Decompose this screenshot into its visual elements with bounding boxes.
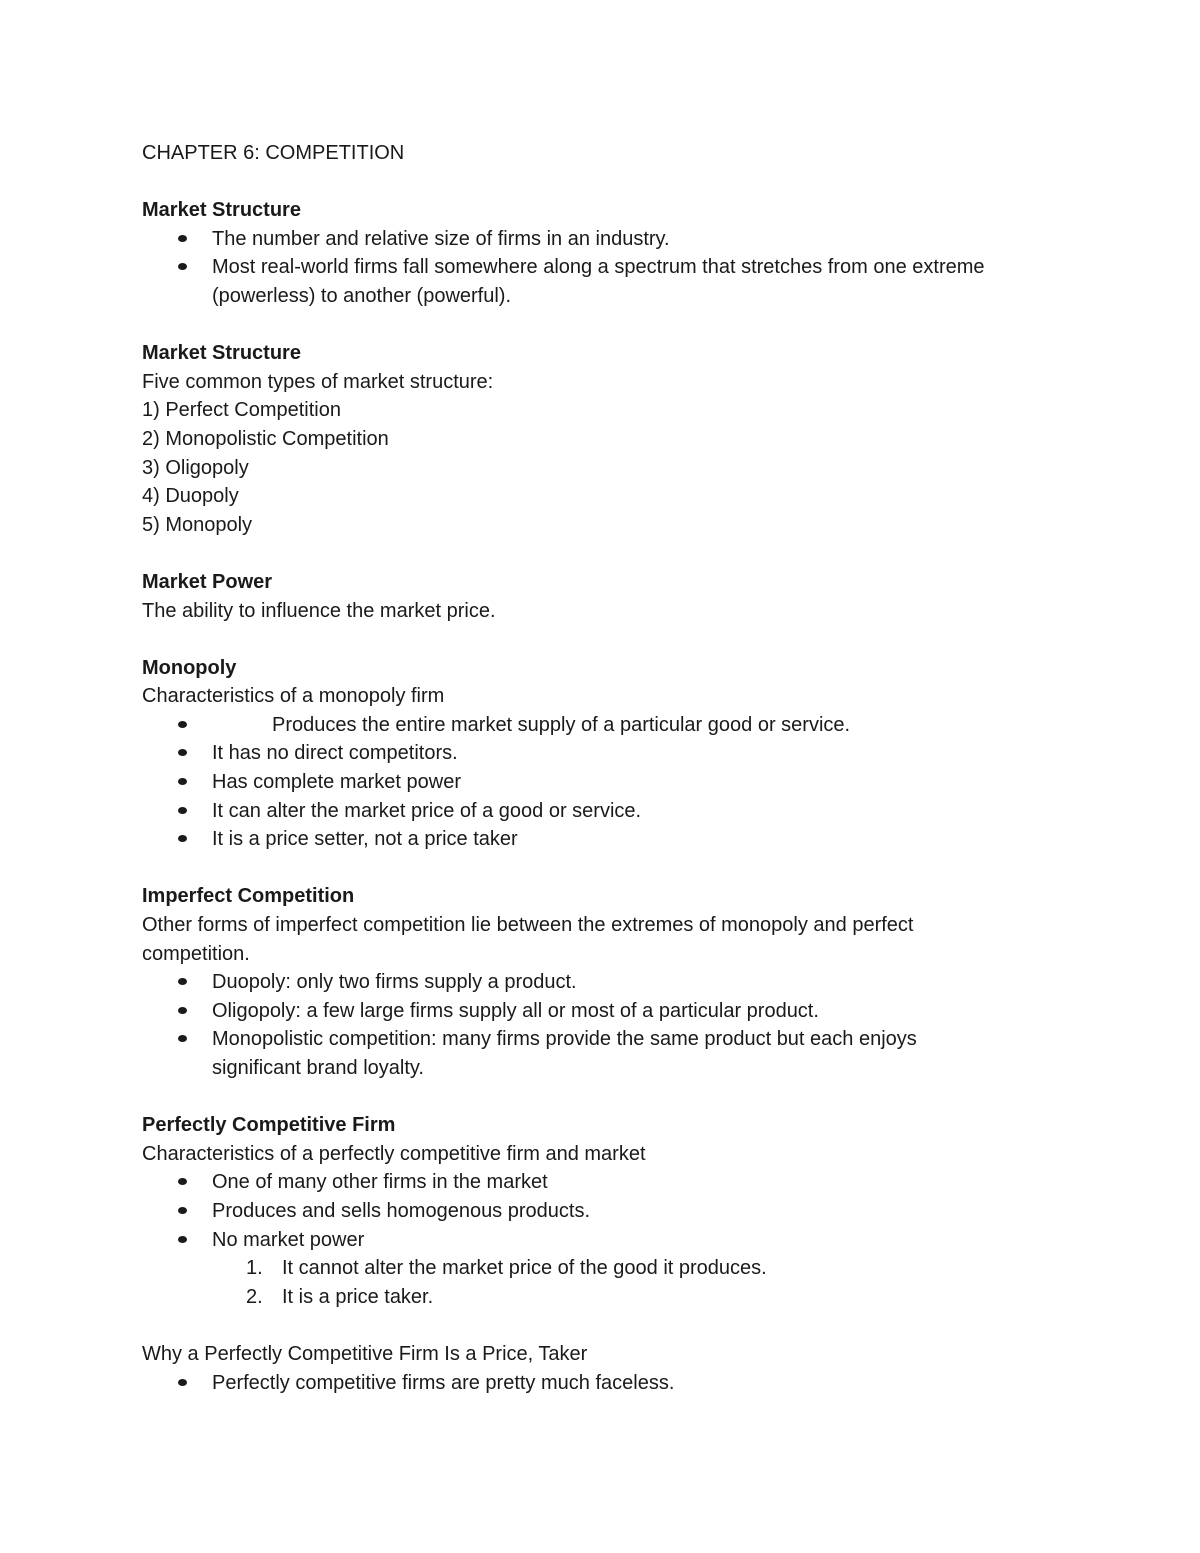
list-item xyxy=(142,711,1082,740)
list-item xyxy=(142,825,1082,854)
list-item xyxy=(142,997,1082,1026)
sub-list-item xyxy=(142,1254,1082,1283)
list-item xyxy=(142,1025,1082,1054)
list-item xyxy=(142,968,1082,997)
section-heading-market-power: Market Power xyxy=(142,570,273,593)
list-item-text: Produces the entire market supply of a particular good or service. xyxy=(272,713,851,736)
list-item xyxy=(142,739,1082,768)
section-heading-market-structure-types: Market Structure xyxy=(142,342,301,365)
numbered-line: 3) Oligopoly xyxy=(142,456,249,479)
numbered-sublist xyxy=(142,1254,1082,1311)
spacer xyxy=(142,625,1082,654)
numbered-line: 1) Perfect Competition xyxy=(142,399,341,422)
list-item-text: (powerless) to another (powerful). xyxy=(212,284,512,307)
list-item-text: It has no direct competitors. xyxy=(212,742,458,765)
list-item-text: No market power xyxy=(212,1228,365,1251)
numbered-line: 5) Monopoly xyxy=(142,513,253,536)
section-heading-perfectly-competitive-firm: Perfectly Competitive Firm xyxy=(142,1114,396,1137)
chapter-title: CHAPTER 6: COMPETITION xyxy=(142,142,405,164)
section-heading-market-structure: Market Structure xyxy=(142,199,301,222)
list-item-text: Monopolistic competition: many firms provide the same product but each enjoys xyxy=(212,1028,917,1051)
list-item xyxy=(142,797,1082,826)
section-heading-monopoly: Monopoly xyxy=(142,656,237,679)
bullet-list xyxy=(142,968,1082,1082)
section-intro: Characteristics of a monopoly firm xyxy=(142,685,445,708)
list-item-text: Most real-world firms fall somewhere along a spectrum that stretches from one extreme xyxy=(212,256,985,279)
list-item-text: Perfectly competitive firms are pretty much faceless. xyxy=(212,1371,675,1394)
spacer xyxy=(142,1311,1082,1340)
spacer xyxy=(142,539,1082,568)
spacer xyxy=(142,311,1082,340)
list-item-text: One of many other firms in the market xyxy=(212,1171,548,1194)
list-item xyxy=(142,1197,1082,1226)
section-intro: Other forms of imperfect competition lie between the extremes of monopoly and perfect xyxy=(142,914,914,937)
sub-list-item xyxy=(142,1283,1082,1312)
numbered-line: 2) Monopolistic Competition xyxy=(142,427,389,450)
bullet-dot-icon xyxy=(178,235,187,242)
sub-list-text: It is a price taker. xyxy=(282,1285,434,1308)
bullet-dot-icon xyxy=(178,978,187,985)
section-text: The ability to influence the market price. xyxy=(142,599,496,622)
list-item-text: significant brand loyalty. xyxy=(212,1057,424,1079)
spacer xyxy=(142,168,1082,197)
spacer xyxy=(142,1083,1082,1112)
bullet-dot-icon xyxy=(178,1178,187,1185)
bullet-dot-icon xyxy=(178,1379,187,1386)
section-intro: Characteristics of a perfectly competitive firm and market xyxy=(142,1142,646,1165)
spacer xyxy=(142,854,1082,883)
bullet-list xyxy=(142,225,1082,311)
bullet-dot-icon xyxy=(178,1236,187,1243)
bullet-dot-icon xyxy=(178,778,187,785)
document-body xyxy=(142,139,1082,1397)
list-item-text: It is a price setter, not a price taker xyxy=(212,828,518,851)
bullet-dot-icon xyxy=(178,1207,187,1214)
list-item-text: Produces and sells homogenous products. xyxy=(212,1199,591,1222)
list-item-text: Duopoly: only two firms supply a product. xyxy=(212,971,577,994)
list-item-text: Oligopoly: a few large firms supply all or most of a particular product. xyxy=(212,999,819,1022)
list-item-continuation xyxy=(142,282,1082,311)
bullet-dot-icon xyxy=(178,749,187,756)
bullet-dot-icon xyxy=(178,1007,187,1014)
list-item-continuation xyxy=(142,1054,1082,1083)
bullet-list xyxy=(142,711,1082,854)
sub-list-number: 1. xyxy=(246,1257,263,1280)
list-item xyxy=(142,225,1082,254)
list-item xyxy=(142,253,1082,282)
bullet-dot-icon xyxy=(178,807,187,814)
bullet-dot-icon xyxy=(178,263,187,270)
list-item xyxy=(142,1168,1082,1197)
list-item xyxy=(142,1369,1082,1398)
list-item-text: It can alter the market price of a good or service. xyxy=(212,799,642,822)
sub-list-number: 2. xyxy=(246,1285,263,1308)
section-intro-continuation: competition. xyxy=(142,942,250,965)
section-intro: Five common types of market structure: xyxy=(142,370,494,393)
bullet-list xyxy=(142,1369,1082,1398)
list-item-text: The number and relative size of firms in an industry. xyxy=(212,227,670,250)
section-heading-price-taker: Why a Perfectly Competitive Firm Is a Price, Taker xyxy=(142,1342,588,1365)
numbered-line: 4) Duopoly xyxy=(142,485,239,508)
bullet-dot-icon xyxy=(178,1035,187,1042)
list-item-text: Has complete market power xyxy=(212,771,461,794)
bullet-dot-icon xyxy=(178,721,187,728)
list-item xyxy=(142,768,1082,797)
sub-list-text: It cannot alter the market price of the good it produces. xyxy=(282,1257,767,1280)
section-heading-imperfect-competition: Imperfect Competition xyxy=(142,885,355,908)
bullet-dot-icon xyxy=(178,835,187,842)
list-item xyxy=(142,1226,1082,1255)
bullet-list xyxy=(142,1168,1082,1254)
